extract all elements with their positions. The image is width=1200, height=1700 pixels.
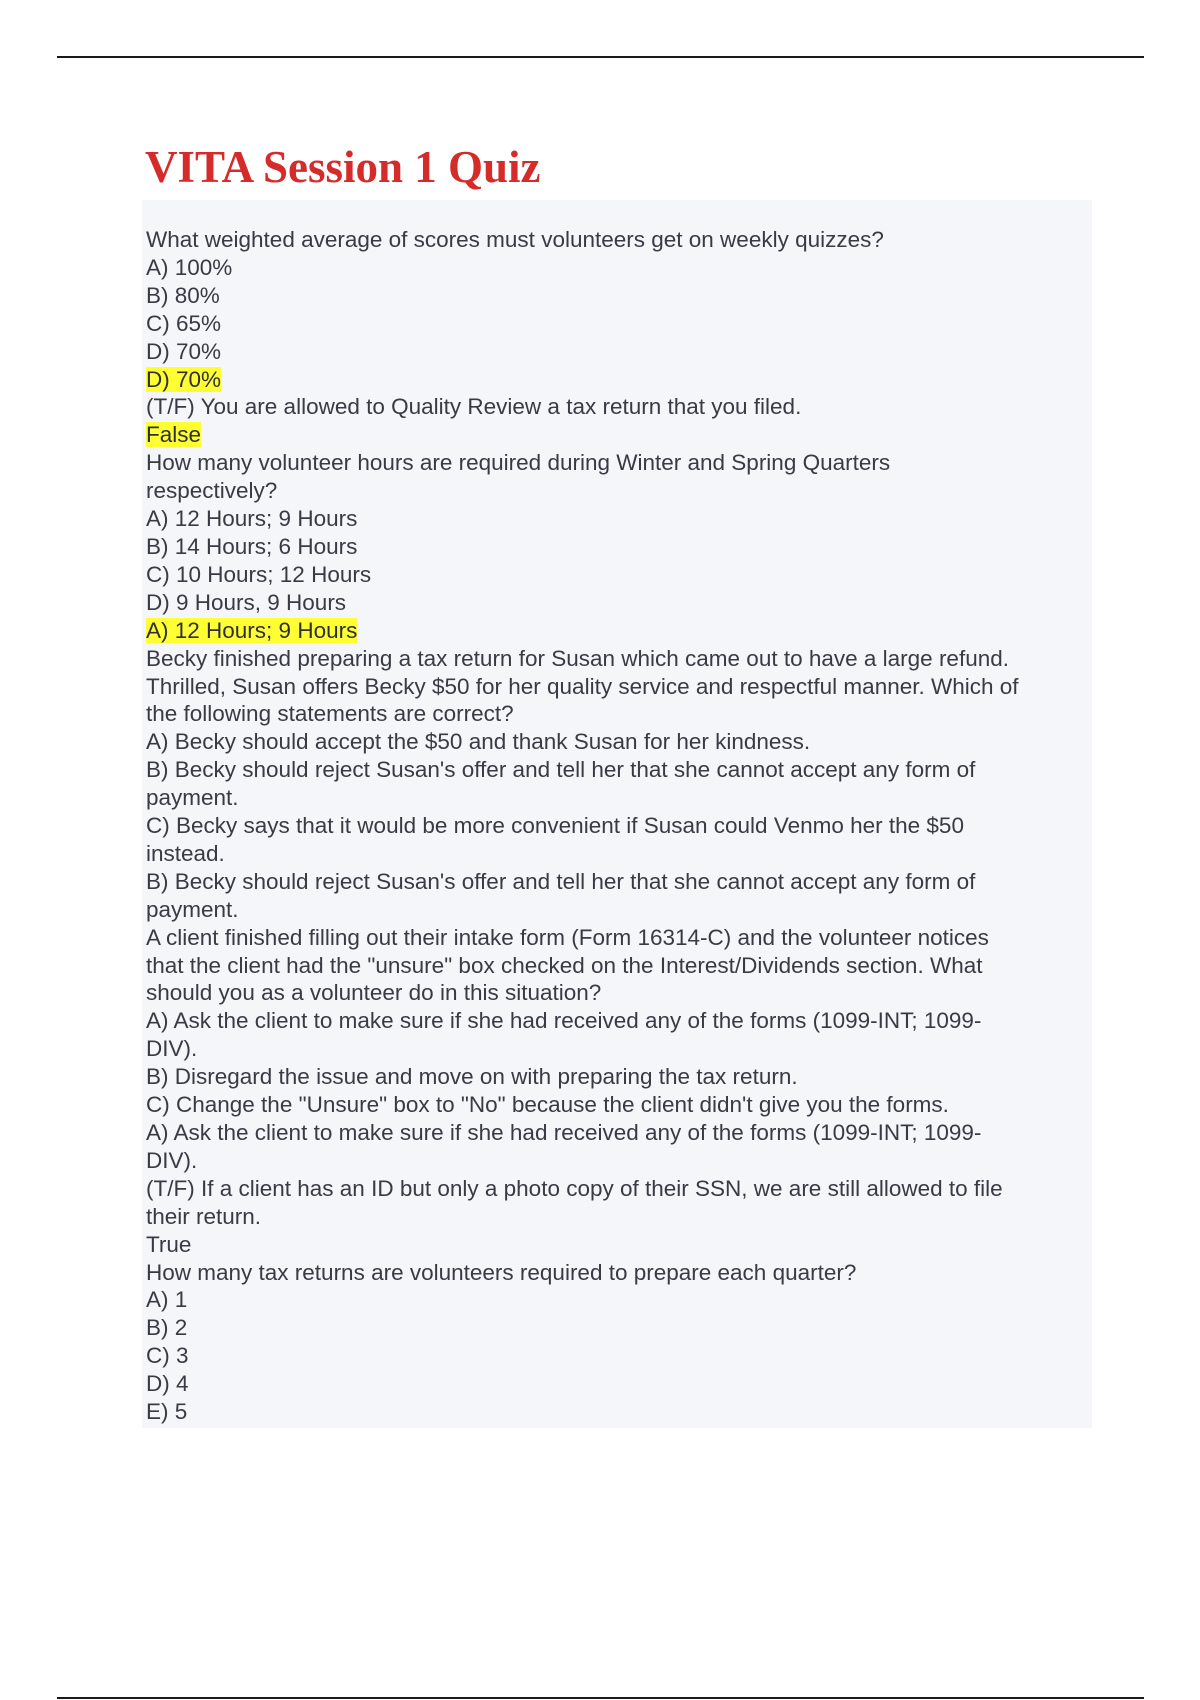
quiz-line: [146, 784, 1088, 812]
quiz-line: [146, 533, 1088, 561]
quiz-line: [146, 924, 1088, 952]
line-text: True: [146, 1231, 192, 1257]
quiz-line: [146, 338, 1088, 366]
highlighted-answer: A) 12 Hours; 9 Hours: [146, 617, 358, 643]
line-text: A) Becky should accept the $50 and thank Susan for her kindness.: [146, 729, 811, 755]
quiz-line: [146, 673, 1088, 701]
line-text: A) 100%: [146, 254, 233, 280]
line-text: respectively?: [146, 478, 278, 504]
line-text: A) 12 Hours; 9 Hours: [146, 506, 358, 532]
answer-line: [146, 617, 1088, 645]
line-text: B) Becky should reject Susan's offer and tell her that she cannot accept any form of: [146, 868, 976, 894]
bottom-rule: [57, 1697, 1144, 1699]
quiz-line: [146, 1007, 1088, 1035]
line-text: How many tax returns are volunteers required to prepare each quarter?: [146, 1259, 857, 1285]
page-title: VITA Session 1 Quiz: [145, 142, 541, 192]
quiz-line: [146, 1091, 1088, 1119]
quiz-line: [146, 896, 1088, 924]
answer-line: [146, 366, 1088, 394]
line-text: B) 80%: [146, 282, 220, 308]
quiz-line: [146, 1035, 1088, 1063]
line-text: What weighted average of scores must volunteers get on weekly quizzes?: [146, 227, 884, 252]
quiz-line: [146, 728, 1088, 756]
line-text: their return.: [146, 1203, 262, 1229]
quiz-line: [146, 812, 1088, 840]
line-text: A) Ask the client to make sure if she had received any of the forms (1099-INT; 1099-: [146, 1120, 982, 1145]
line-text: payment.: [146, 896, 239, 922]
quiz-line: [146, 1370, 1088, 1398]
quiz-line: [146, 477, 1088, 505]
line-text: Thrilled, Susan offers Becky $50 for her quality service and respectful manner. Which of: [146, 673, 1019, 699]
quiz-line: [146, 1203, 1088, 1231]
quiz-line: [146, 449, 1088, 477]
line-text: E) 5: [146, 1399, 188, 1425]
quiz-line: [146, 1147, 1088, 1175]
quiz-line: [146, 561, 1088, 589]
quiz-line: [146, 1119, 1088, 1147]
quiz-line: [146, 505, 1088, 533]
quiz-line: [146, 979, 1088, 1007]
quiz-line: [146, 254, 1088, 282]
quiz-line: [146, 868, 1088, 896]
quiz-line: [146, 1398, 1088, 1426]
line-text: B) 2: [146, 1315, 188, 1341]
line-text: should you as a volunteer do in this situation?: [146, 980, 602, 1006]
line-text: Becky finished preparing a tax return for Susan which came out to have a large refund.: [146, 645, 1009, 671]
line-text: DIV).: [146, 1036, 198, 1062]
answer-line: [146, 421, 1088, 449]
line-text: A client finished filling out their intake form (Form 16314-C) and the volunteer notices: [146, 924, 989, 950]
line-text: (T/F) You are allowed to Quality Review a tax return that you filed.: [146, 394, 802, 420]
quiz-line: [146, 645, 1088, 673]
quiz-line: [146, 1231, 1088, 1259]
line-text: C) Change the "Unsure" box to "No" because the client didn't give you the forms.: [146, 1092, 949, 1118]
quiz-line: [146, 282, 1088, 310]
line-text: A) Ask the client to make sure if she had received any of the forms (1099-INT; 1099-: [146, 1008, 982, 1034]
quiz-line: [146, 952, 1088, 980]
line-text: that the client had the "unsure" box checked on the Interest/Dividends section. What: [146, 952, 983, 978]
highlighted-answer: False: [146, 422, 202, 448]
line-text: instead.: [146, 840, 225, 866]
quiz-line: [146, 840, 1088, 868]
quiz-line: [146, 1314, 1088, 1342]
quiz-line: [146, 393, 1088, 421]
quiz-line: [146, 1342, 1088, 1370]
line-text: C) Becky says that it would be more convenient if Susan could Venmo her the $50: [146, 813, 964, 839]
quiz-line: [146, 226, 1088, 254]
quiz-line: [146, 1259, 1088, 1287]
line-text: D) 9 Hours, 9 Hours: [146, 589, 347, 615]
line-text: B) 14 Hours; 6 Hours: [146, 533, 358, 559]
line-text: the following statements are correct?: [146, 701, 514, 727]
line-text: (T/F) If a client has an ID but only a photo copy of their SSN, we are still allowed to file: [146, 1175, 1003, 1201]
quiz-lines: [146, 226, 1088, 1426]
line-text: B) Becky should reject Susan's offer and tell her that she cannot accept any form of: [146, 757, 976, 783]
quiz-line: [146, 589, 1088, 617]
line-text: C) 65%: [146, 310, 222, 336]
line-text: A) 1: [146, 1287, 188, 1313]
quiz-line: [146, 1063, 1088, 1091]
top-rule: [57, 56, 1144, 58]
line-text: How many volunteer hours are required during Winter and Spring Quarters: [146, 450, 891, 476]
highlighted-answer: D) 70%: [146, 366, 222, 392]
line-text: D) 4: [146, 1371, 189, 1397]
quiz-content: [142, 200, 1092, 1428]
quiz-line: [146, 1286, 1088, 1314]
line-text: B) Disregard the issue and move on with preparing the tax return.: [146, 1064, 798, 1090]
quiz-line: [146, 310, 1088, 338]
quiz-line: [146, 700, 1088, 728]
quiz-line: [146, 756, 1088, 784]
line-text: C) 10 Hours; 12 Hours: [146, 561, 372, 587]
line-text: C) 3: [146, 1343, 189, 1369]
quiz-line: [146, 1175, 1088, 1203]
line-text: DIV).: [146, 1147, 198, 1173]
line-text: D) 70%: [146, 338, 222, 364]
line-text: payment.: [146, 785, 239, 811]
